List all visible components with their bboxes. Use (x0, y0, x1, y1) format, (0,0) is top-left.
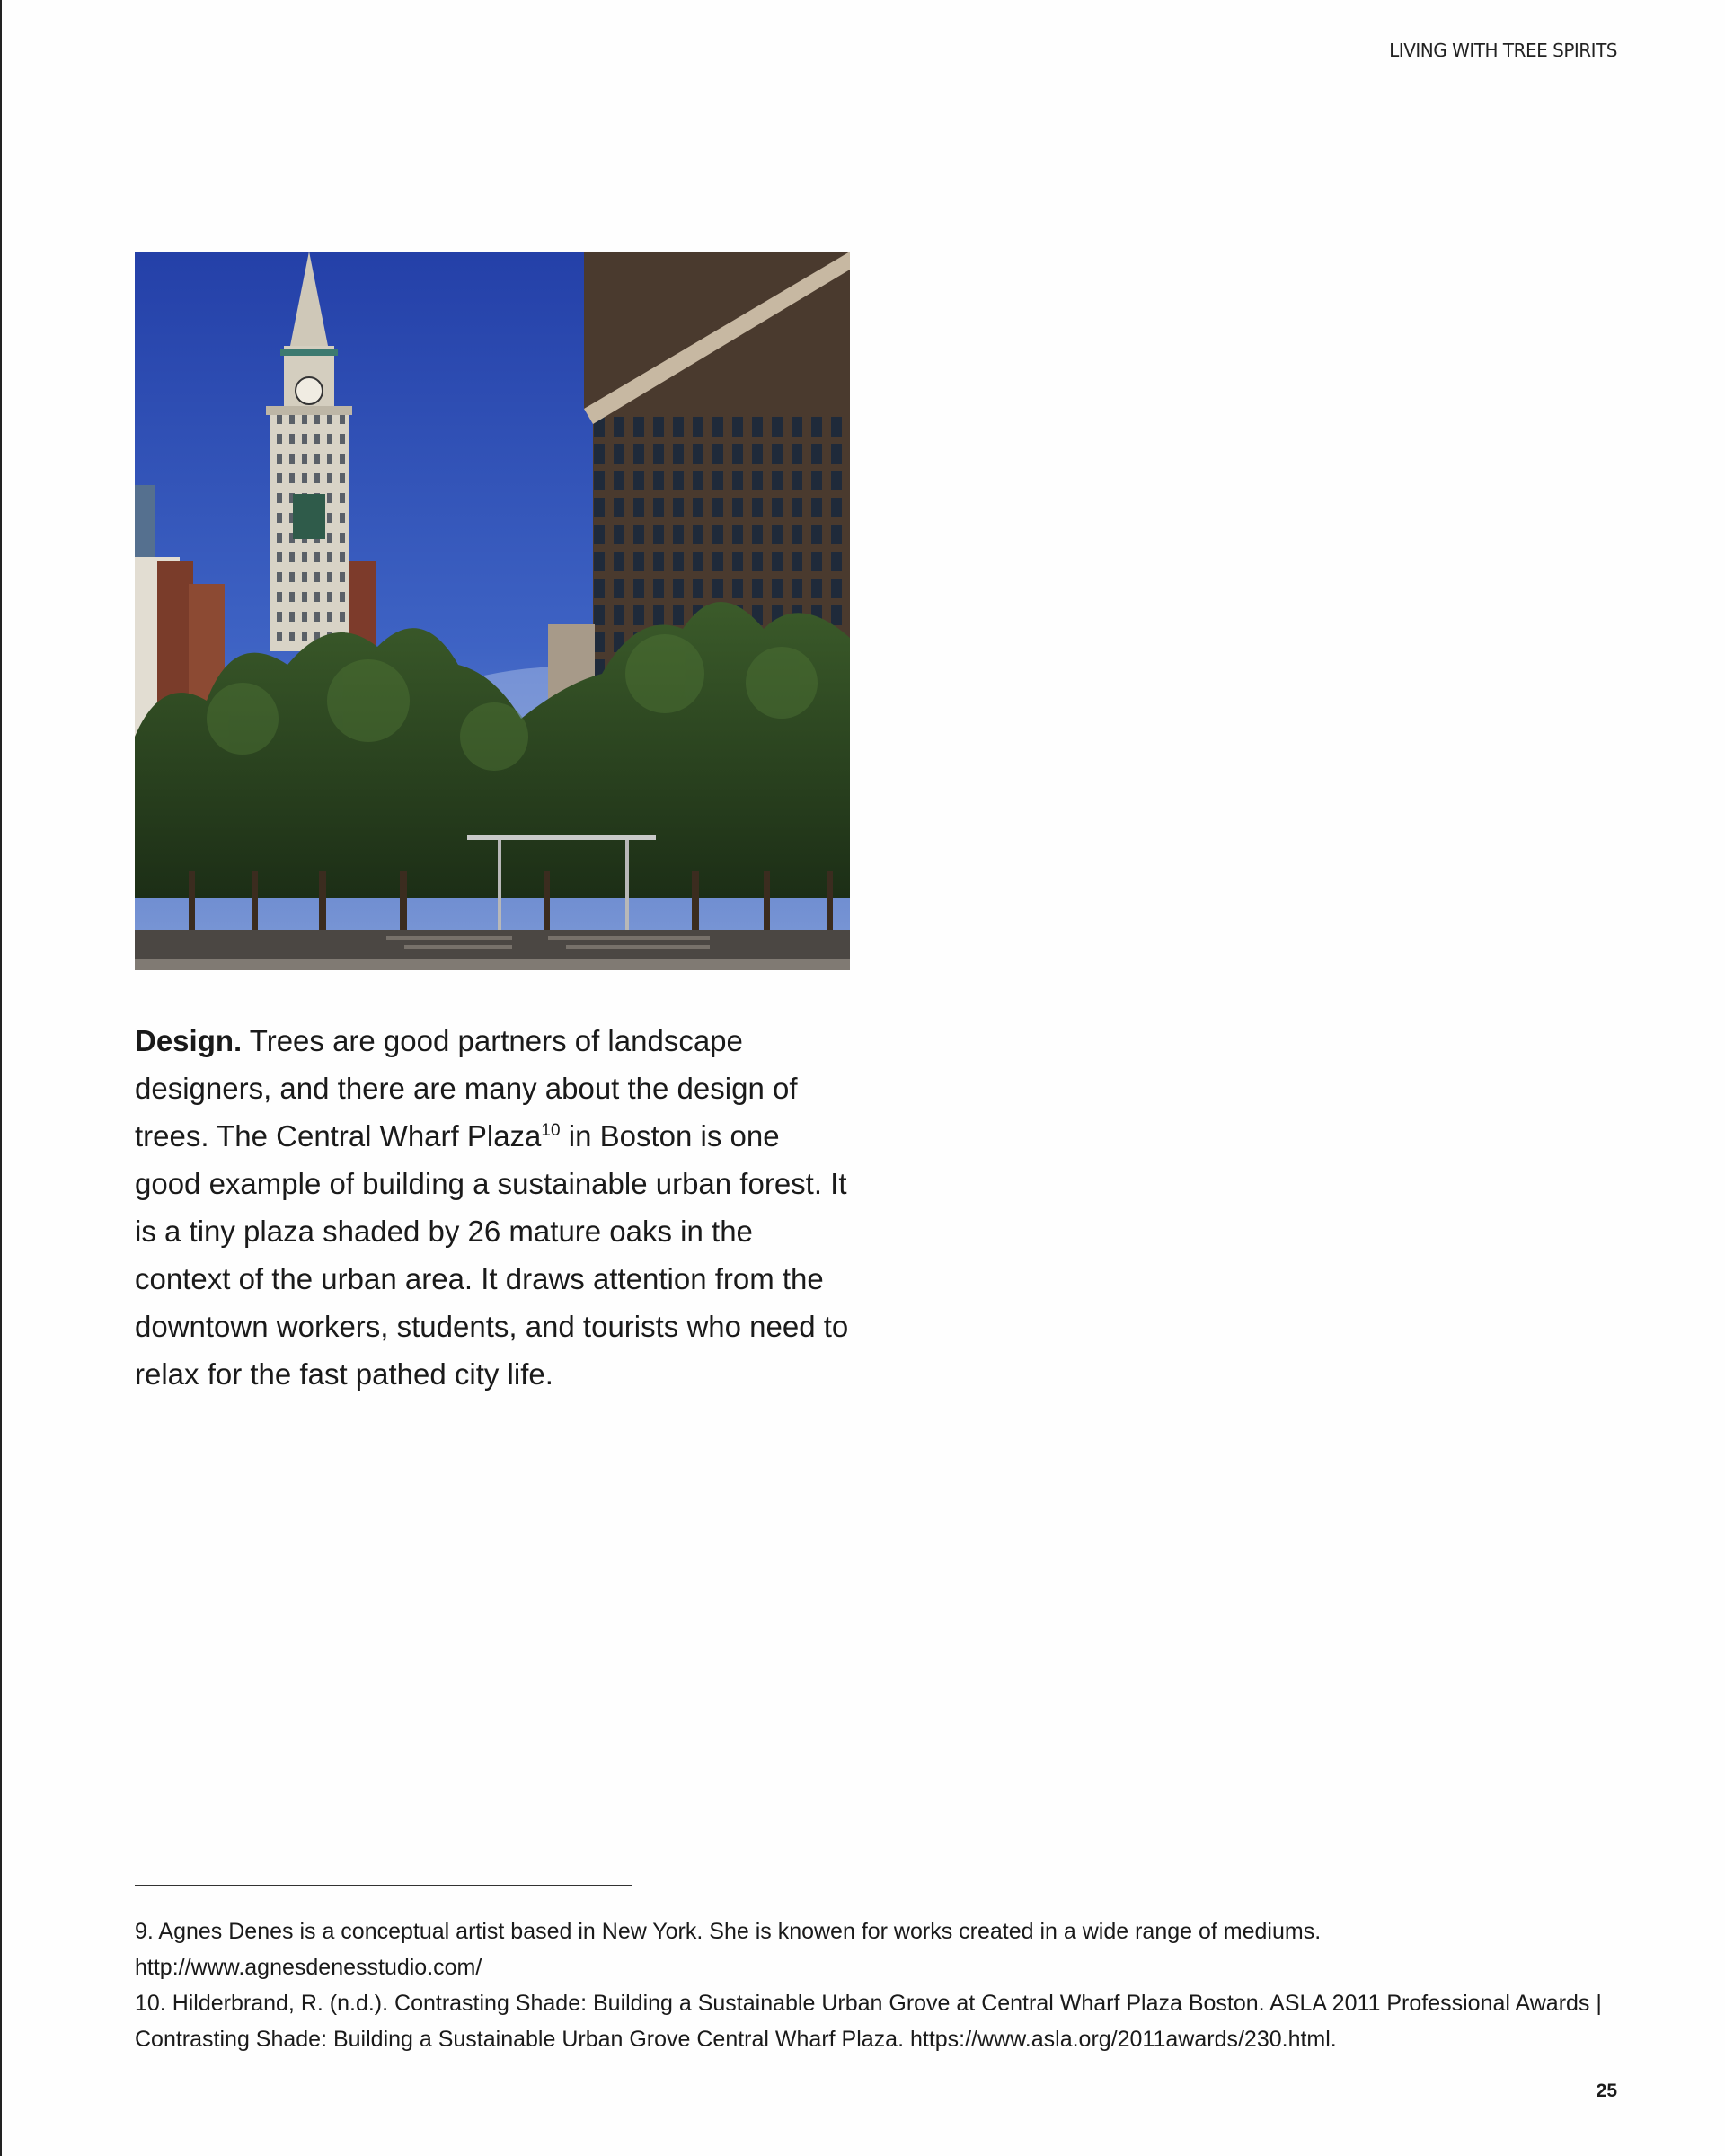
body-paragraph (135, 1017, 854, 1398)
footnotes (135, 1913, 1617, 2057)
footnote-10: 10. Hilderbrand, R. (n.d.). Contrasting Shade: Building a Sustainable Urban Grove at Central Wharf Plaza Boston. ASLA 2011 Professional Awards | Contrasting Shade: Building a Sustainable Urban Grove Central Wharf Plaza. https://www.asla.org/2011awards/230.html. (135, 1991, 1602, 2052)
plaza-photo (135, 252, 850, 970)
page-edge-rule (0, 0, 2, 2156)
footnote-9: 9. Agnes Denes is a conceptual artist based in New York. She is knowen for works created in a wide range of mediums. http://www.agnesdenesstudio.com/ (135, 1919, 1322, 1980)
paragraph-lead: Design. (135, 1024, 243, 1057)
running-header: LIVING WITH TREE SPIRITS (1389, 40, 1617, 61)
footnote-divider (135, 1885, 632, 1886)
paragraph-text-1: Trees are good partners of landscape designers, and there are many about the design of trees. The Central Wharf Plaza (135, 1024, 798, 1153)
footnote-ref-10[interactable]: 10 (541, 1121, 561, 1140)
plaza-photo-illustration (135, 252, 850, 970)
paragraph-text-2: in Boston is one good example of building a sustainable urban forest. It is a tiny plaza shaded by 26 mature oaks in the context of the urban area. It draws attention from the downtown workers, students, and tourists who need to relax for the fast pathed city life. (135, 1119, 849, 1391)
page-number: 25 (1596, 2081, 1617, 2101)
